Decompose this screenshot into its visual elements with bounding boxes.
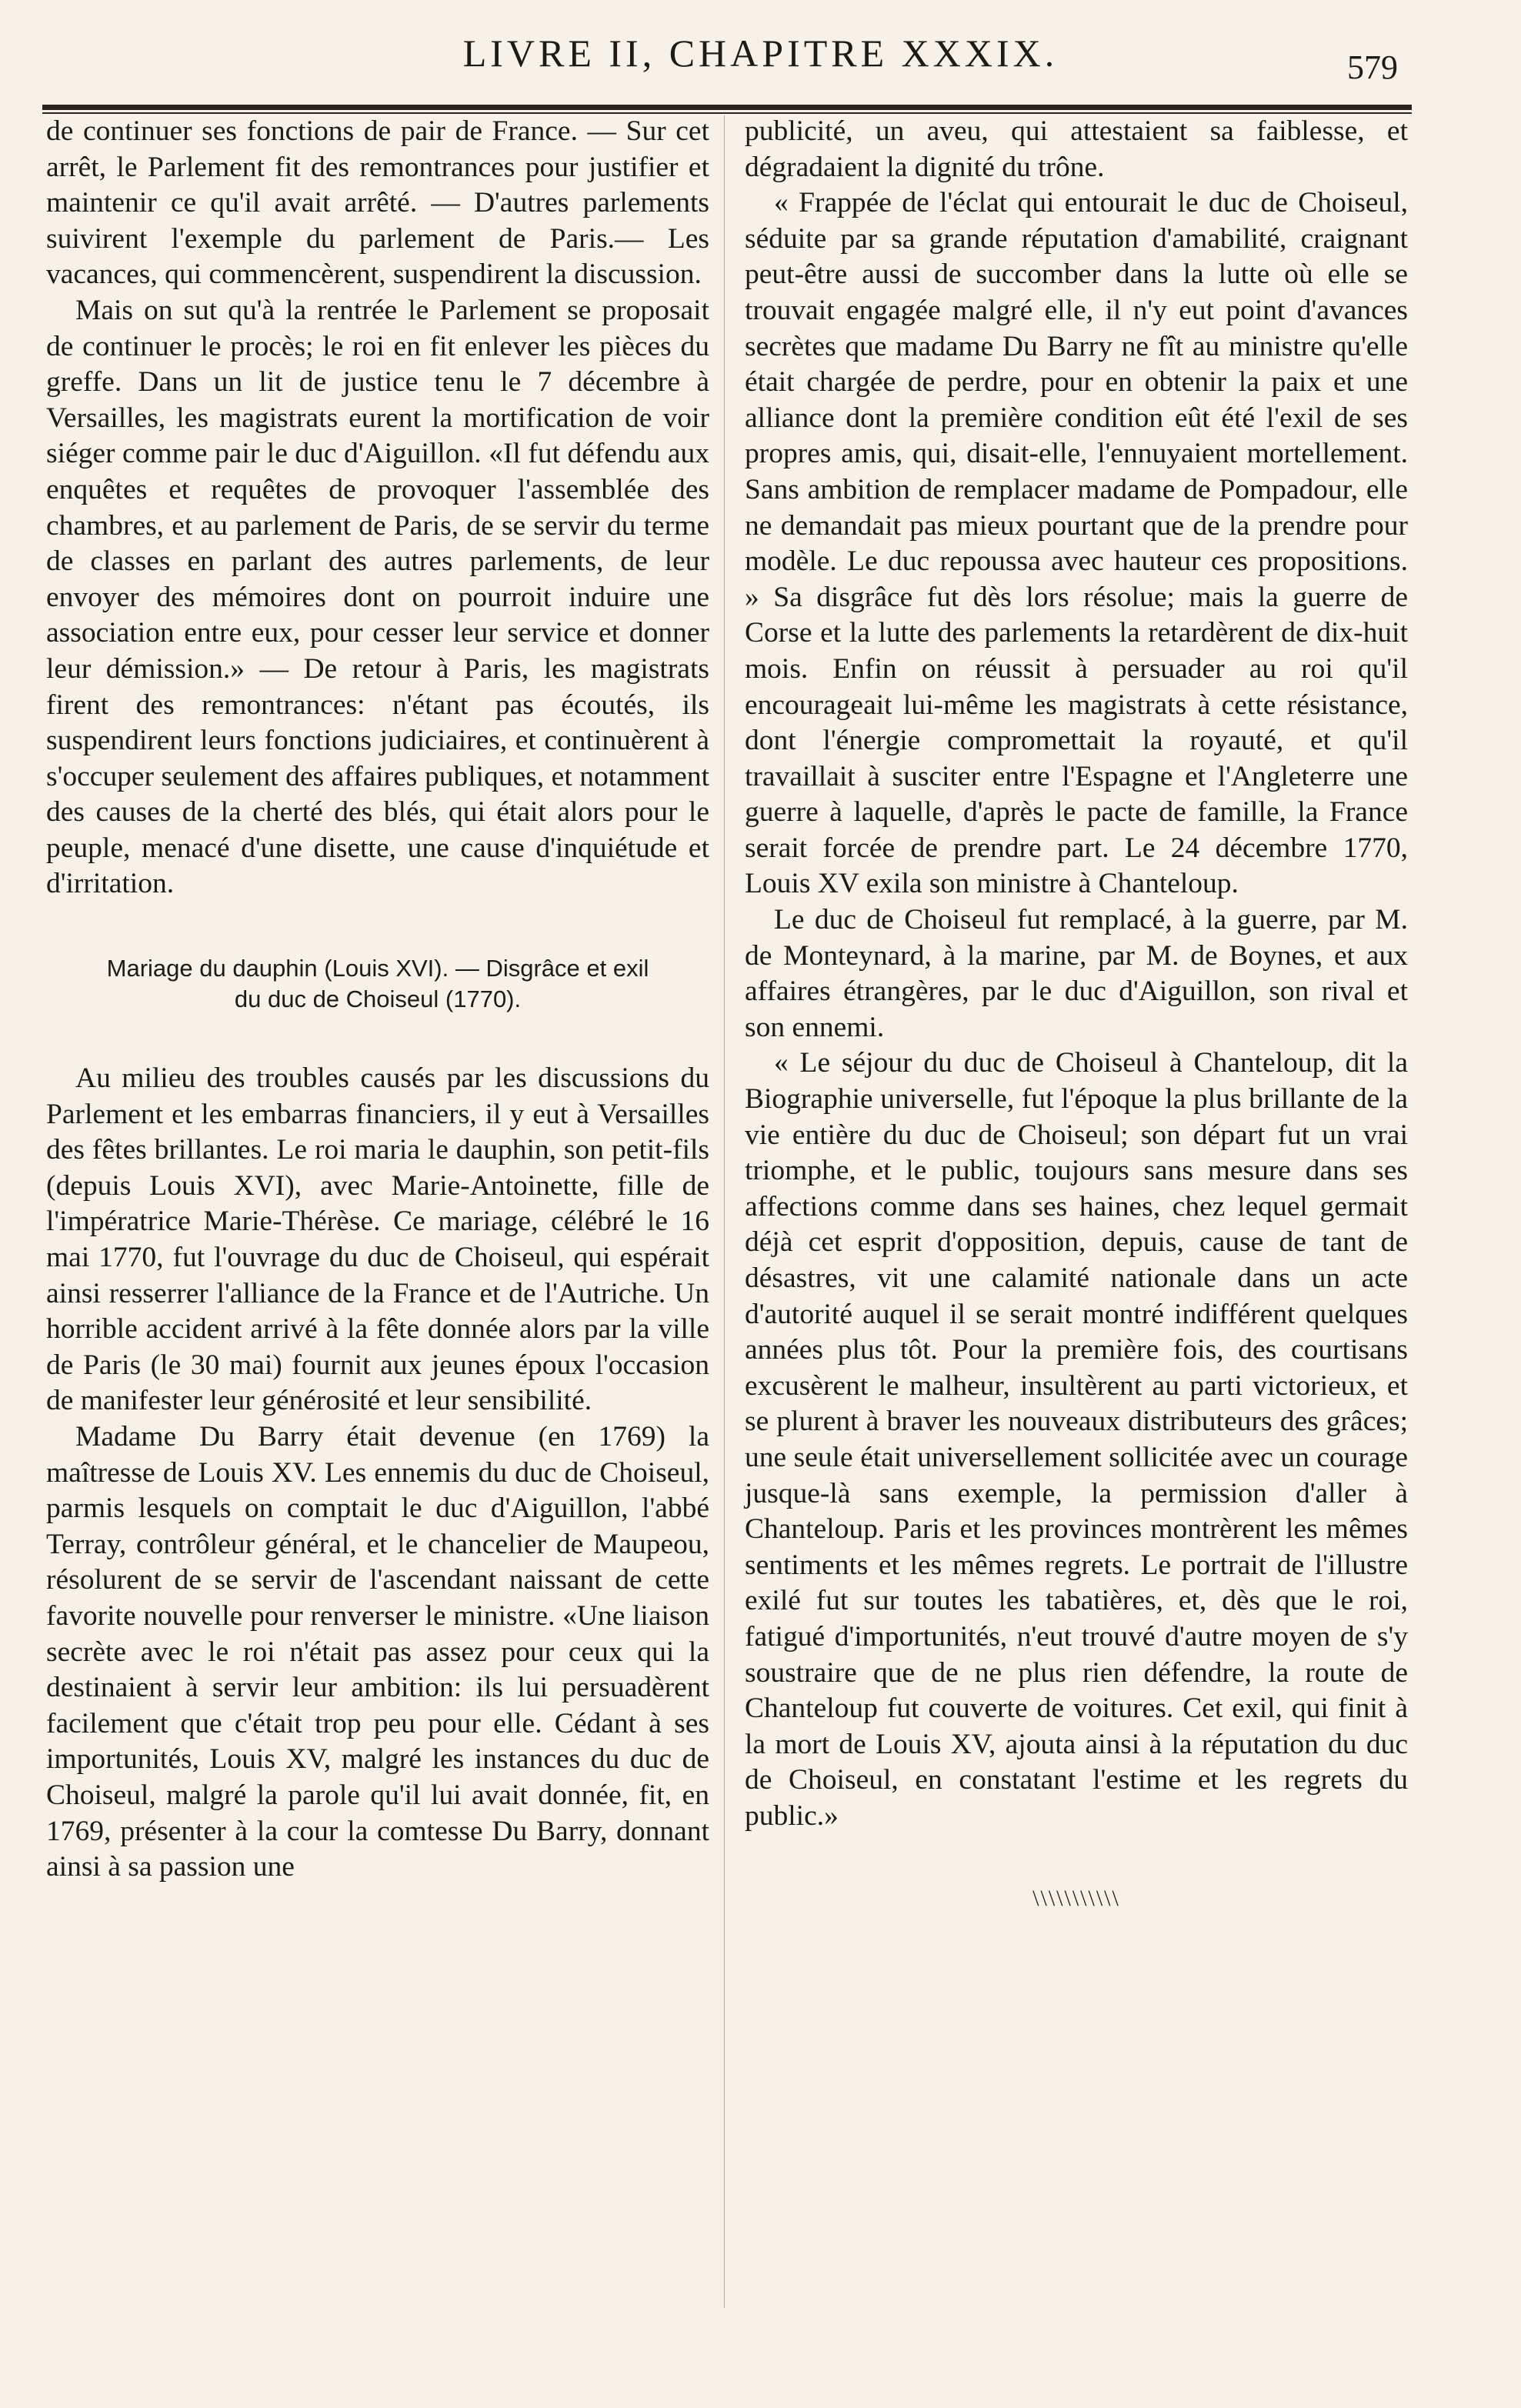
section-heading-line: Mariage du dauphin (Louis XVI). — Disgrâce et exil [106,955,649,982]
paragraph: de continuer ses fonctions de pair de France. — Sur cet arrêt, le Parlement fit des remontrances pour justifier et maintenir ce qu'il avait arrêté. — D'autres parlements suivirent l'exemple du parlement de Paris.— Les vacances, qui commencèrent, suspendirent la discussion. [46,115,709,291]
paragraph: Le duc de Choiseul fut remplacé, à la guerre, par M. de Monteynard, à la marine, par M. de Boynes, et aux affaires étrangères, par le duc d'Aiguillon, son rival et son ennemi. [745,904,1408,1043]
page-number: 579 [1347,48,1398,86]
section-heading-line: du duc de Choiseul (1770). [234,986,522,1013]
paragraph: Au milieu des troubles causés par les discussions du Parlement et les embarras financiers, il y eut à Versailles des fêtes brillantes. Le roi maria le dauphin, son petit-fils (depuis Louis XVI), avec Marie-Antoinette, fille de l'impératrice Marie-Thérèse. Ce mariage, célébré le 16 mai 1770, fut l'ouvrage du duc de Choiseul, qui espérait ainsi resserrer l'alliance de la France et de l'Autriche. Un horrible accident arrivé à la fête donnée alors par la ville de Paris (le 30 mai) fournit aux jeunes époux l'occasion de manifester leur générosité et leur sensibilité. [46,1062,709,1417]
paragraph: « Le séjour du duc de Choiseul à Chanteloup, dit la Biographie universelle, fut l'époque la plus brillante de la vie entière du duc de Choiseul; son départ fut un vrai triomphe, et le public, toujours sans mesure dans ses affections comme dans ses haines, chez lequel germait déjà cet esprit d'opposition, depuis, cause de tant de désastres, vit une calamité nationale dans un acte d'autorité auquel il se serait montré indifférent quelques années plus tôt. Pour la première fois, des courtisans excusèrent le malheur, insultèrent au parti victorieux, et se plurent à braver les nouveaux distributeurs des grâces; une seule était universellement sollicitée avec un courage jusque-là sans exemple, la permission d'aller à Chanteloup. Paris et les provinces montrèrent les mêmes sentiments et les mêmes regrets. Le portrait de l'illustre exilé fut sur toutes les tabatières, et, dès que le roi, fatigué d'importunités, n'eut trouvé d'autre moyen de s'y soustraire que de ne plus rien défendre, la route de Chanteloup fut couverte de voitures. Cet exil, qui finit à la mort de Louis XV, ajouta ainsi à la réputation du duc de Choiseul, en constatant l'estime et les regrets du public.» [745,1047,1408,1832]
paragraph: Madame Du Barry était devenue (en 1769) la maîtresse de Louis XV. Les ennemis du duc de Choiseul, parmis lesquels on comptait le duc d'Aiguillon, l'abbé Terray, contrôleur général, et le chancelier de Maupeou, résolurent de se servir de l'ascendant naissant de cette favorite nouvelle pour renverser le ministre. «Une liaison secrète avec le roi n'était pas assez pour ceux qui la destinaient à servir leur ambition: ils lui persuadèrent facilement que c'était trop peu pour elle. Cédant à ses importunités, Louis XV, malgré les instances du duc de Choiseul, malgré la parole qu'il lui avait donnée, fit, en 1769, présenter à la cour la comtesse Du Barry, donnant ainsi à sa passion une [46,1421,709,1883]
page-header-title: LIVRE II, CHAPITRE XXXIX. [462,32,1059,75]
end-ornament: \\\\\\\\\\\ [1032,1885,1120,1911]
paragraph: Mais on sut qu'à la rentrée le Parlement se proposait de continuer le procès; le roi en fit enlever les pièces du greffe. Dans un lit de justice tenu le 7 décembre à Versailles, les magistrats eurent la mortification de voir siéger comme pair le duc d'Aiguillon. «Il fut défendu aux enquêtes et requêtes de provoquer l'assemblée des chambres, et au parlement de Paris, de se servir du terme de classes en parlant des autres parlements, de leur envoyer des mémoires dont on pourroit induire une association entre eux, pour cesser leur service et donner leur démission.» — De retour à Paris, les magistrats firent des remontrances: n'étant pas écoutés, ils suspendirent leurs fonctions judiciaires, et continuèrent à s'occuper seulement des affaires publiques, et notamment des causes de la cherté des blés, qui était alors pour le peuple, menacé d'une disette, une cause d'inquiétude et d'irritation. [46,294,709,900]
column-divider [724,115,725,2308]
paragraph: « Frappée de l'éclat qui entourait le duc de Choiseul, séduite par sa grande réputation d'amabilité, craignant peut-être aussi de succomber dans la lutte où elle se trouvait engagée malgré elle, il n'y eut point d'avances secrètes que madame Du Barry ne fît au ministre qu'elle était chargée de perdre, pour en obtenir la paix et une alliance dont la première condition eût été l'exil de ses propres amis, qui, disait-elle, l'ennuyaient mortellement. Sans ambition de remplacer madame de Pompadour, elle ne demandait pas mieux pourtant que de la prendre pour modèle. Le duc repoussa avec hauteur ces propositions. » Sa disgrâce fut dès lors résolue; mais la guerre de Corse et la lutte des parlements la retardèrent de dix-huit mois. Enfin on réussit à persuader au roi qu'il encourageait lui-même les magistrats à cette résistance, dont l'énergie compromettait la royauté, et qu'il travaillait à susciter entre l'Espagne et l'Angleterre une guerre à laquelle, d'après le pacte de famille, la France serait forcée de prendre part. Le 24 décembre 1770, Louis XV exila son ministre à Chanteloup. [745,187,1408,900]
right-column [745,114,1408,1916]
section-heading [46,953,709,1015]
left-column [46,114,709,1886]
header-rule [42,105,1412,110]
paragraph: publicité, un aveu, qui attestaient sa faiblesse, et dégradaient la dignité du trône. [745,115,1408,183]
